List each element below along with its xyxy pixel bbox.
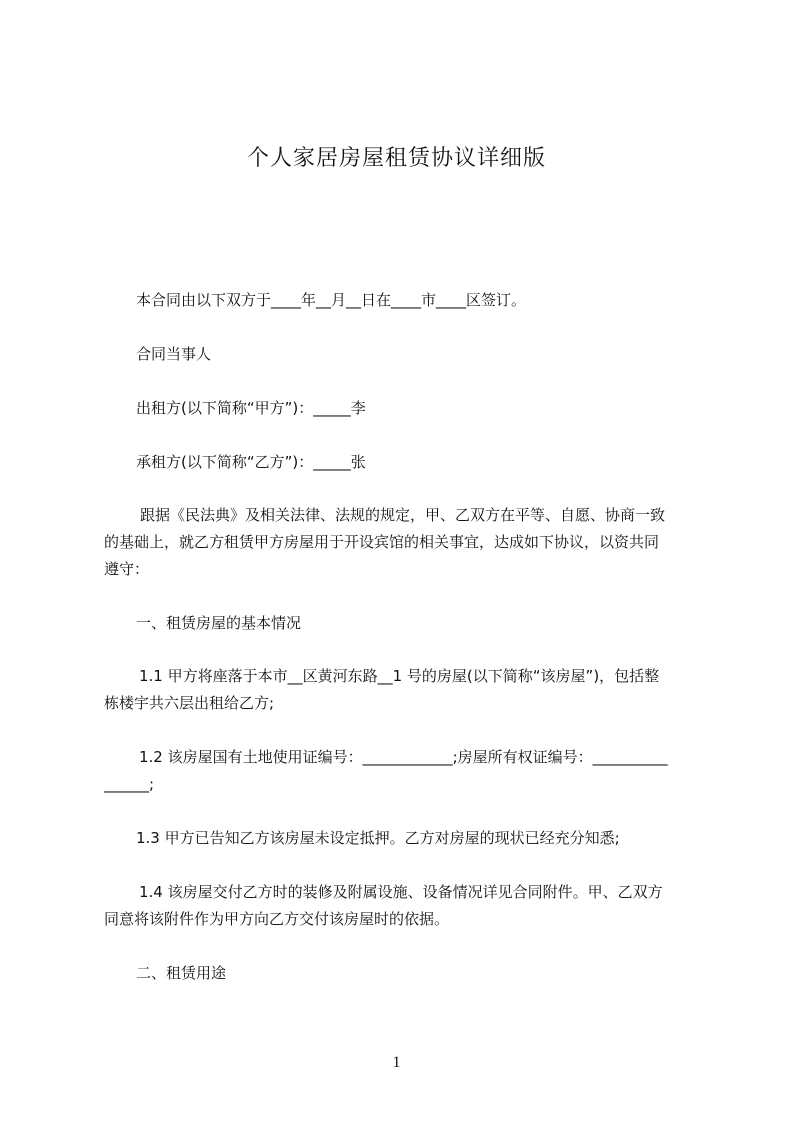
- preamble-line-2: 的基础上，就乙方租赁甲方房屋用于开设宾馆的相关事宜，达成如下协议，以资共同: [104, 533, 660, 551]
- page-number: 1: [392, 1054, 401, 1071]
- document-title: 个人家居房屋租赁协议详细版: [246, 146, 546, 171]
- clause-1-4-line-2: 同意将该附件作为甲方向乙方交付该房屋时的依据。: [104, 910, 450, 928]
- lessor-line: 出租方(以下简称“甲方”)：_____李: [136, 399, 366, 417]
- preamble-line-1: 跟据《民法典》及相关法律、法规的规定，甲、乙双方在平等、自愿、协商一致: [140, 506, 666, 524]
- clause-1-2-line-1: 1.2 该房屋国有土地使用证编号：____________;房屋所有权证编号：__________: [139, 748, 668, 766]
- clause-1-2-line-2: ______;: [104, 775, 155, 793]
- preamble-line-3: 遵守：: [104, 560, 150, 578]
- section-1-heading: 一、租赁房屋的基本情况: [136, 614, 302, 632]
- intro-paragraph: 本合同由以下双方于____年__月__日在____市____区签订。: [136, 291, 527, 309]
- clause-1-3: 1.3 甲方已告知乙方该房屋未设定抵押。乙方对房屋的现状已经充分知悉;: [136, 829, 620, 847]
- clause-1-1-line-2: 栋楼宇共六层出租给乙方;: [104, 694, 275, 712]
- parties-heading: 合同当事人: [136, 345, 212, 363]
- section-2-heading: 二、租赁用途: [136, 964, 227, 982]
- lessee-line: 承租方(以下简称“乙方”)：_____张: [136, 453, 366, 471]
- clause-1-4-line-1: 1.4 该房屋交付乙方时的装修及附属设施、设备情况详见合同附件。甲、乙双方: [139, 883, 663, 901]
- clause-1-1-line-1: 1.1 甲方将座落于本市__区黄河东路__1 号的房屋(以下简称“该房屋”)，包括整: [139, 667, 660, 685]
